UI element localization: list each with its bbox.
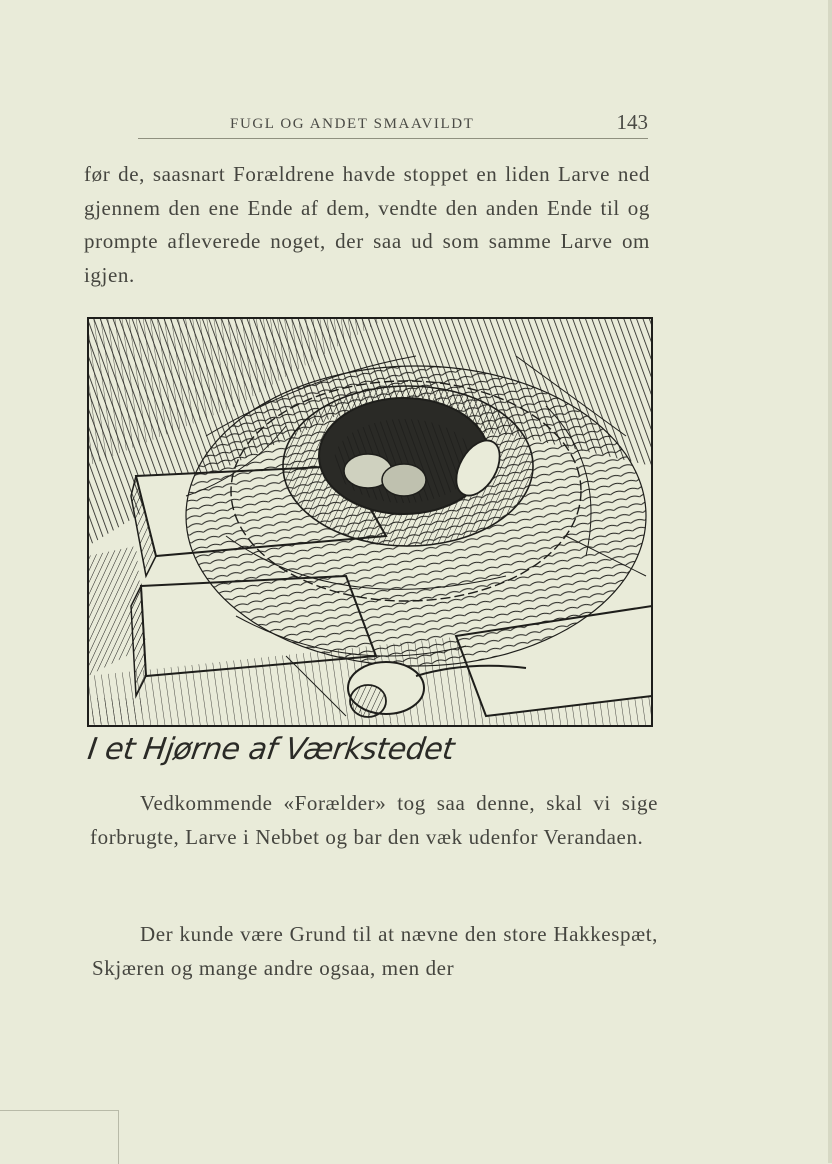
paragraph-3: Der kunde være Grund til at nævne den store Hakkespæt, Skjæren og mange andre ogsaa, men der	[92, 922, 658, 980]
page-edge	[828, 0, 832, 1163]
paragraph-2: Vedkommende «Forælder» tog saa denne, skal vi sige forbrugte, Larve i Nebbet og bar den væk udenfor Verandaen.	[90, 791, 658, 849]
running-title: FUGL OG ANDET SMAAVILDT	[230, 116, 475, 132]
running-head	[138, 112, 648, 139]
figure-caption: I et Hjørne af Værkstedet	[85, 732, 457, 767]
page-number: 143	[616, 110, 648, 134]
bird-nest-illustration-icon	[86, 316, 656, 730]
nest-illustration	[86, 316, 656, 730]
scan-corner-mark	[0, 1110, 119, 1164]
paragraph-1: før de, saasnart Forældrene havde stoppet en liden Larve ned gjennem den ene Ende af dem, vendte den anden Ende til og prompte afleverede noget, der saa ud som samme Larve om igjen.	[84, 162, 650, 287]
